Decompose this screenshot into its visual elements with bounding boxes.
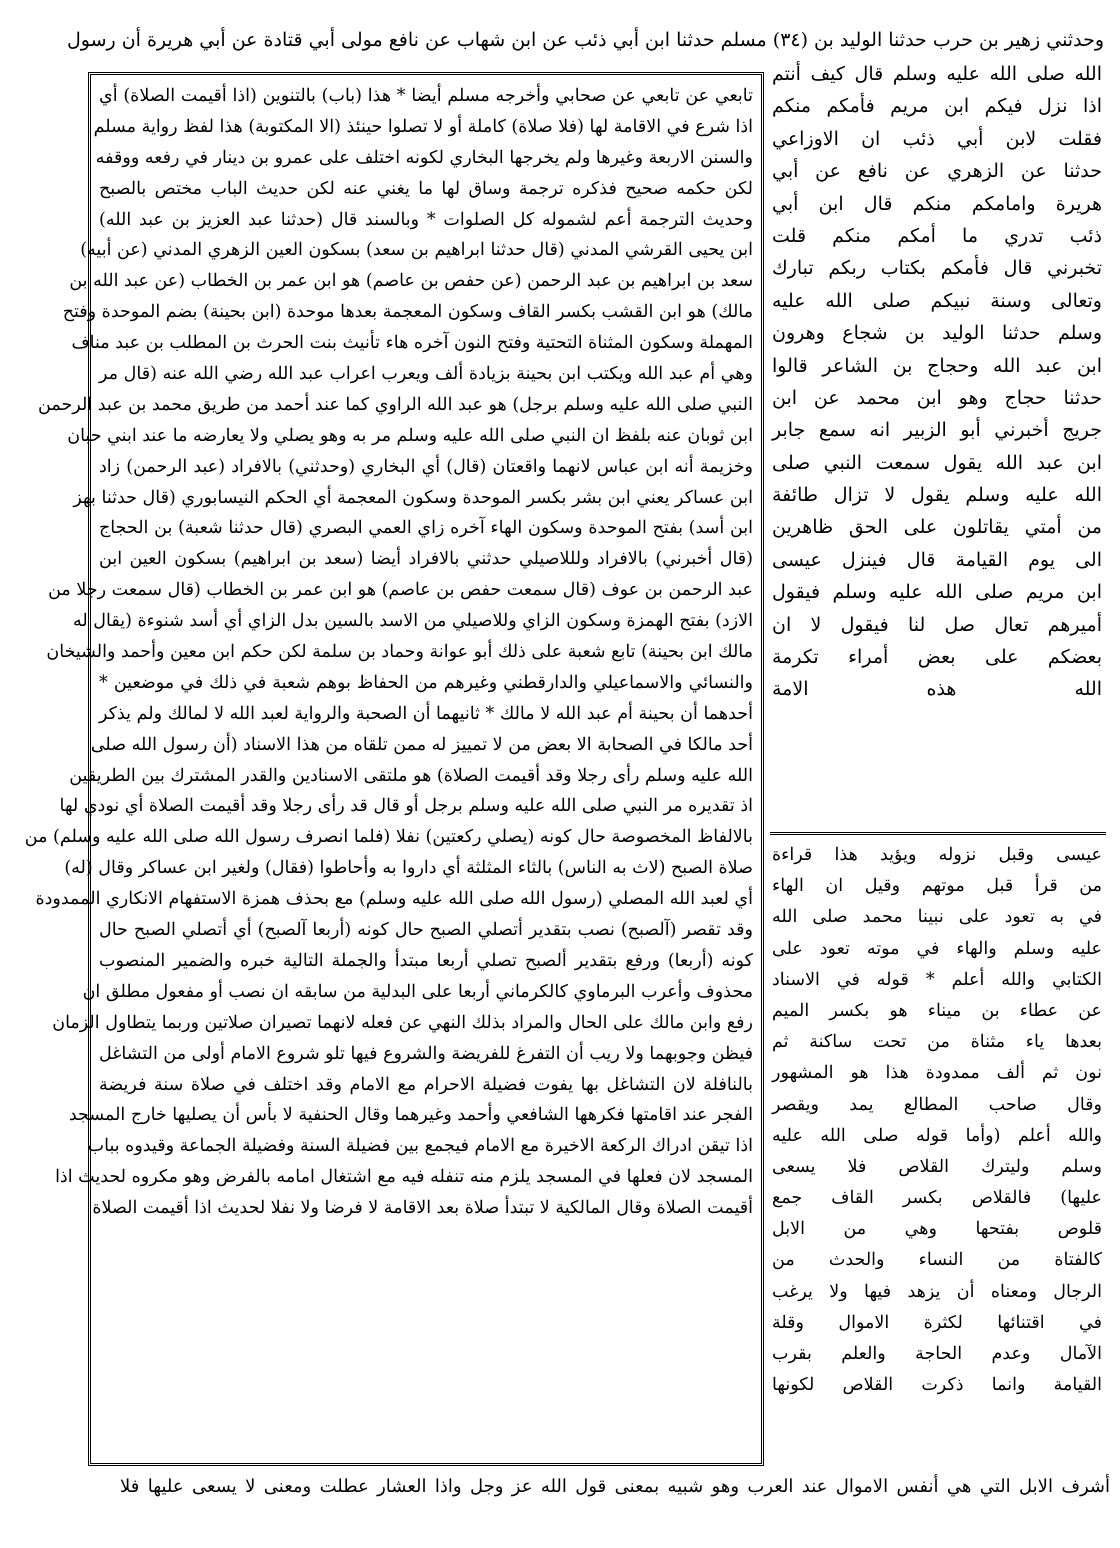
hadith-line: الله عليه وسلم يقول لا تزال طائفة xyxy=(772,484,1102,507)
hadith-line: جريج أخبرني أبو الزبير انه سمع جابر xyxy=(772,419,1102,442)
commentary-line: المسجد لان فعلها في المسجد يلزم منه تنفله فيه مع اشتغال امامه بالفرض وهو مكروه لحديث اذا xyxy=(55,1167,753,1188)
column-divider xyxy=(770,832,1106,835)
commentary-line: مالك) هو ابن القشب بكسر القاف وسكون المعجمة بعدها موحدة (ابن بحينة) بضم الموحدة وفتح xyxy=(62,302,753,323)
commentary-line: أحدهما أن بحينة أم عبد الله لا مالك * ثانيهما أن الصحبة والرواية لعبد الله لا لمالك ولم يذكر xyxy=(99,703,753,724)
commentary-line: بالالفاظ المخصوصة حال كونه (يصلي ركعتين) نفلا (فلما انصرف رسول الله صلى الله عليه وسلم) من xyxy=(24,827,753,848)
commentary-line: اذا شرع في الاقامة لها (فلا صلاة) كاملة أو لا تصلوا حينئذ (الا المكتوبة) هذا لفظ رواية مسلم xyxy=(93,116,753,137)
hadith-line: حدثنا عن الزهري عن نافع عن أبي xyxy=(772,160,1102,183)
hadith-line: وسلم حدثنا الوليد بن شجاع وهرون xyxy=(772,322,1102,345)
commentary-line: والسنن الاربعة وغيرها ولم يخرجها البخاري لكونه اختلف على عمرو بن دينار في رفعه ووقفه xyxy=(95,147,753,168)
commentary-line: ابن أسد) بفتح الموحدة وسكون الهاء آخره زاي العمي البصري (قال حدثنا شعبة) بن الحجاج xyxy=(99,518,753,539)
commentary-line: بالنافلة لان التشاغل بها يفوت فضيلة الاحرام مع الامام وقد اختلف في صلاة سنة فريضة xyxy=(99,1074,753,1095)
commentary-line: صلاة الصبح (لاث به الناس) بالثاء المثلثة أي داروا به وأحاطوا (فقال) ولغير ابن عساكر وقال (له) xyxy=(64,858,753,879)
hadith-line: فقلت لابن أبي ذئب ان الاوزاعي xyxy=(772,127,1102,150)
hadith-line: هريرة وامامكم منكم قال ابن أبي xyxy=(772,192,1102,215)
hadith-line: الى يوم القيامة قال فينزل عيسى xyxy=(772,548,1102,571)
note-line: والله أعلم (وأما قوله صلى الله عليه xyxy=(772,1125,1102,1146)
commentary-line: لكن حكمه صحيح فذكره ترجمة وساق لها ما يغني عنه لكن حديث الباب مختص بالصبح xyxy=(99,178,753,199)
commentary-line: محذوف وأعرب البرماوي كالكرماني أربعا على البدلية من سابقه ان نصب أو مفعول مطلق ان xyxy=(82,981,753,1002)
page-header-line: وحدثني زهير بن حرب حدثنا الوليد بن (٣٤) مسلم حدثنا ابن أبي ذئب عن ابن شهاب عن نافع مولى أبي قتادة عن أبي هريرة أن رسول xyxy=(66,29,1104,51)
commentary-line: الفجر عند اقامتها فكرهها الشافعي وأحمد وغيرهما وقال الحنفية لا بأس أن يصليها خارج المسجد xyxy=(68,1105,753,1126)
hadith-line: تخبرني قال فأمكم بكتاب ربكم تبارك xyxy=(772,257,1102,280)
commentary-line: والنسائي والاسماعيلي والدارقطني وغيرهم من الحفاظ بوهم شعبة في ذلك في موضعين * xyxy=(99,672,753,693)
note-line: في اقتنائها لكثرة الاموال وقلة xyxy=(772,1312,1102,1333)
commentary-line: عبد الرحمن بن عوف (قال سمعت حفص بن عاصم) هو ابن عمر بن الخطاب (قال سمعت رجلا من xyxy=(48,580,753,601)
hadith-line: ذئب تدري ما أمكم منكم قلت xyxy=(772,224,1102,247)
note-line: القيامة وانما ذكرت القلاص لكونها xyxy=(772,1375,1102,1396)
commentary-line: اذ تقديره مر النبي صلى الله عليه وسلم برجل أو قال قد رأى رجلا وقد أقيمت الصلاة أي نودي لها xyxy=(59,796,753,817)
note-line: عليه وسلم والهاء في موته تعود على xyxy=(772,938,1102,959)
commentary-line: الازد) بفتح الهمزة وسكون الزاي وللاصيلي من الاسد بالسين بدل الزاي أي أسد شنوءة (يقال له xyxy=(73,611,753,632)
note-line: من قرأ قبل موتهم وقيل ان الهاء xyxy=(772,876,1102,897)
note-line: الآمال وعدم الحاجة والعلم بقرب xyxy=(772,1344,1102,1364)
hadith-line: الله صلى الله عليه وسلم قال كيف أنتم xyxy=(772,63,1102,85)
sharh-notes-column xyxy=(772,840,1102,1466)
note-line: الكتابي والله أعلم * قوله في الاسناد xyxy=(772,969,1102,990)
commentary-line: مالك ابن بحينة) تابع شعبة على ذلك أبو عوانة وحماد بن سلمة لكن حكم ابن معين وأحمد والشيخان xyxy=(46,642,753,663)
commentary-line: وخزيمة أنه ابن عباس لانهما واقعتان (قال) أي البخاري (وحدثني) بالافراد (عبد الرحمن) زاد xyxy=(99,456,753,477)
commentary-line: أحد مالكا في الصحابة الا بعض من لا تمييز له ممن تلقاه من هذا الاسناد (أن رسول الله صلى xyxy=(90,734,753,755)
hadith-line: بعضكم على بعض أمراء تكرمة xyxy=(772,646,1102,669)
commentary-line: الله عليه وسلم رأى رجلا وقد أقيمت الصلاة) هو ملتقى الاسنادين والقدر المشترك بين الطريقين xyxy=(69,765,753,786)
hadith-line: ابن عبد الله يقول سمعت النبي صلى xyxy=(772,451,1102,474)
note-line: عليها) فالقلاص بكسر القاف جمع xyxy=(772,1188,1102,1209)
note-line: في به تعود على نبينا محمد صلى الله xyxy=(772,907,1102,928)
commentary-line: رفع وابن مالك على الحال والمراد بذلك النهي عن فعله لانهما تصيران صلاتين وربما يتطاول الزمان xyxy=(52,1012,753,1033)
commentary-line: وهي أم عبد الله ويكتب ابن بحينة بزيادة ألف ويعرب اعراب عبد الله رضي الله عنه (قال مر xyxy=(99,364,753,385)
hadith-line: حدثنا حجاج وهو ابن محمد عن ابن xyxy=(772,386,1102,409)
commentary-line: ابن يحيى القرشي المدني (قال حدثنا ابراهيم بن سعد) بسكون العين الزهري المدني (عن أبيه) xyxy=(80,240,753,261)
hadith-line: ابن عبد الله وحجاج بن الشاعر قالوا xyxy=(772,354,1102,377)
commentary-line: فيظن وجوبهما ولا ريب أن التفرغ للفريضة والشروع فيها تلو شروع الامام أولى من التشاغل xyxy=(99,1043,753,1064)
commentary-line: ابن عساكر يعني ابن بشر بكسر الموحدة وسكون المعجمة أي الحكم النيسابوري (قال حدثنا بهز xyxy=(73,487,753,508)
commentary-line: (قال أخبرني) بالافراد ولللاصيلي حدثني بالافراد أيضا (سعد بن ابراهيم) بسكون العين ابن xyxy=(99,549,753,570)
commentary-line: وحديث الترجمة أعم لشموله كل الصلوات * وبالسند قال (حدثنا عبد العزيز بن عبد الله) xyxy=(99,209,753,230)
note-line: عيسى وقبل نزوله ويؤيد هذا قراءة xyxy=(772,845,1102,865)
hadith-line: وتعالى وسنة نبيكم صلى الله عليه xyxy=(772,289,1102,312)
note-line: قلوص بفتحها وهي من الابل xyxy=(772,1219,1102,1240)
hadith-text-column xyxy=(772,58,1102,828)
note-line: وقال صاحب المطالع يمد ويقصر xyxy=(772,1094,1102,1115)
note-line: نون ثم ألف ممدودة هذا هو المشهور xyxy=(772,1063,1102,1084)
hadith-line: ابن مريم صلى الله عليه وسلم فيقول xyxy=(772,581,1102,604)
page-footer-line: أشرف الابل التي هي أنفس الاموال عند العرب وهو شبيه بمعنى قول الله عز وجل واذا العشار عطلت ومعنى لا يسعى عليها فلا xyxy=(120,1476,1110,1497)
note-line: وسلم وليترك القلاص فلا يسعى xyxy=(772,1156,1102,1177)
note-line: عن عطاء بن ميناء هو بكسر الميم xyxy=(772,1000,1102,1021)
note-line: بعدها ياء مثناة من تحت ساكنة ثم xyxy=(772,1032,1102,1053)
hadith-line: اذا نزل فيكم ابن مريم فأمكم منكم xyxy=(772,95,1102,118)
commentary-line: ابن ثوبان عنه بلفظ ان النبي صلى الله عليه وسلم مر به وهو يصلي ولا يعارضه ما عند ابني حبان xyxy=(67,425,753,446)
commentary-line: اذا تيقن ادراك الركعة الاخيرة مع الامام فيجمع بين فضيلة السنة وفضيلة الجماعة وقيدوه بباب xyxy=(87,1136,753,1157)
commentary-line: سعد بن ابراهيم بن عبد الرحمن (عن حفص بن عاصم) هو ابن عمر بن الخطاب (عن عبد الله بن xyxy=(69,271,753,292)
hadith-line: الله هذه الامة xyxy=(772,678,1102,701)
hadith-line: من أمتي يقاتلون على الحق ظاهرين xyxy=(772,516,1102,539)
commentary-line: وقد تقصر (آلصبح) نصب بتقدير أتصلي الصبح حال كونه (أربعا آلصبح) أي أتصلي الصبح حال xyxy=(99,920,753,941)
commentary-line: أقيمت الصلاة وقال المالكية لا تبتدأ صلاة بعد الاقامة لا فرضا ولا نفلا لحديث اذا أقيمت الصلاة xyxy=(92,1198,753,1219)
commentary-line: كونه (أربعا) ورفع بتقدير ألصبح تصلي أربعا مبتدأ والجملة التالية خبره والضمير المنصوب xyxy=(99,950,753,971)
commentary-line: النبي صلى الله عليه وسلم برجل) هو عبد الله الراوي كما عند أحمد من طريق محمد بن عبد الرحمن xyxy=(38,394,753,415)
hadith-line: أميرهم تعال صل لنا فيقول لا ان xyxy=(772,613,1102,636)
commentary-line: تابعي عن تابعي عن صحابي وأخرجه مسلم أيضا * هذا (باب) بالتنوين (اذا أقيمت الصلاة) أي xyxy=(99,86,753,106)
note-line: الرجال ومعناه أن يزهد فيها ولا يرغب xyxy=(772,1281,1102,1302)
commentary-line: أي لعبد الله المصلي (رسول الله صلى الله عليه وسلم) مع بحذف همزة الاستفهام الانكاري الممدودة xyxy=(35,889,753,910)
note-line: كالفتاة من النساء والحدث من xyxy=(772,1250,1102,1271)
commentary-line: المهملة وسكون المثناة التحتية وفتح النون آخره هاء تأنيث بنت الحرث بن المطلب بن عبد مناف xyxy=(71,333,753,354)
commentary-frame xyxy=(24,72,764,1466)
